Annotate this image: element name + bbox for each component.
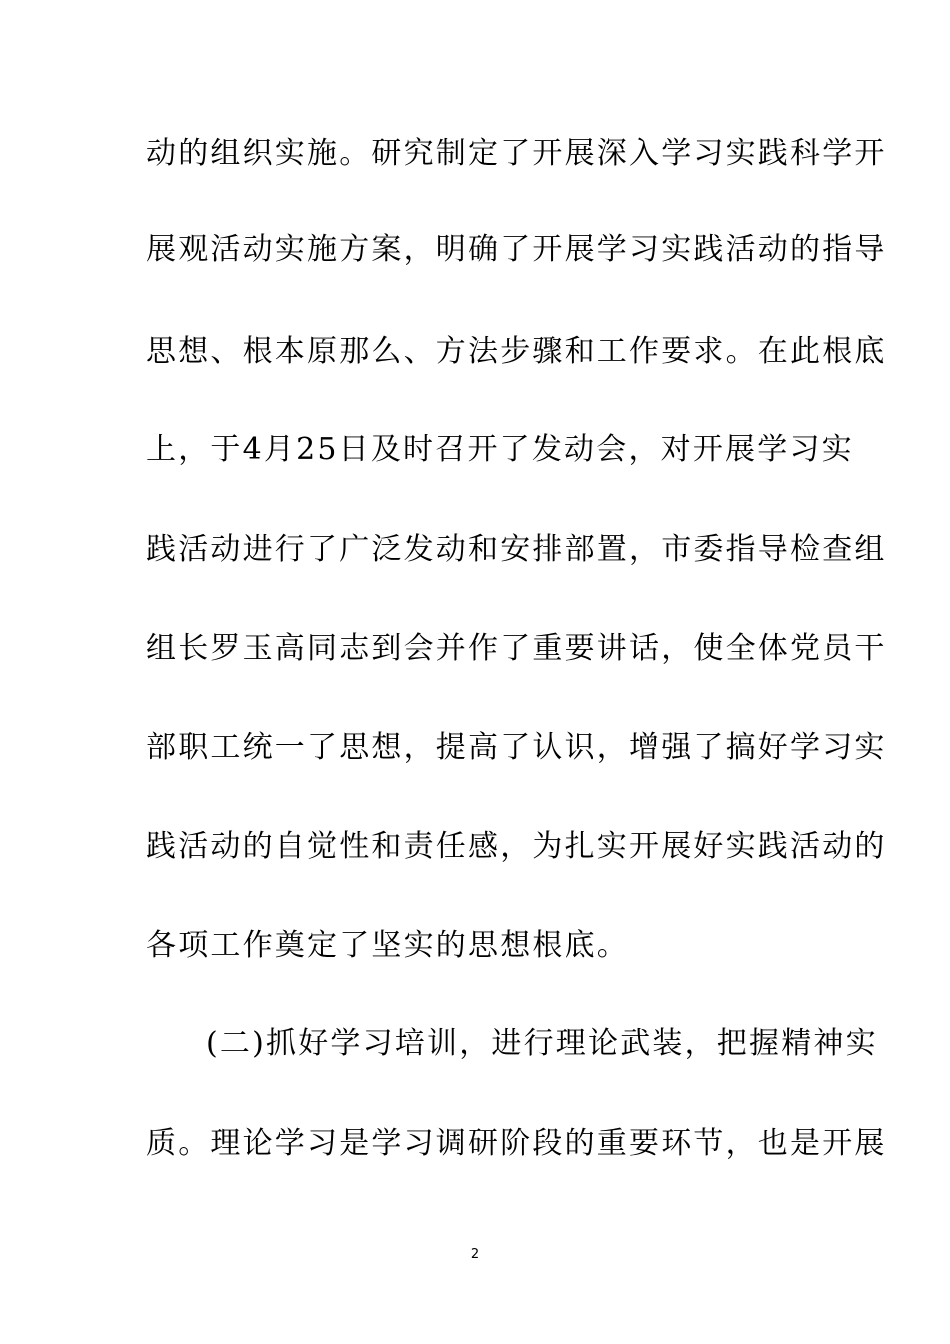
body-text-line: 践活动进行了广泛发动和安排部置，市委指导检查组 <box>146 532 887 567</box>
body-text-line: 践活动的自觉性和责任感，为扎实开展好实践活动的 <box>146 829 887 864</box>
body-text-line: 组长罗玉高同志到会并作了重要讲话，使全体党员干 <box>146 631 887 666</box>
body-text-line: 上，于4月25日及时召开了发动会，对开展学习实 <box>146 432 854 467</box>
section-heading-line: (二)抓好学习培训，进行理论武装，把握精神实 <box>206 1026 878 1061</box>
body-text-line: 部职工统一了思想，提高了认识，增强了搞好学习实 <box>146 730 887 765</box>
body-text-line: 思想、根本原那么、方法步骤和工作要求。在此根底 <box>146 334 887 369</box>
body-text-line: 展观活动实施方案，明确了开展学习实践活动的指导 <box>146 232 887 267</box>
body-text-line: 动的组织实施。研究制定了开展深入学习实践科学开 <box>146 136 887 171</box>
body-text-line: 各项工作奠定了坚实的思想根底。 <box>146 928 629 963</box>
body-text-line: 质。理论学习是学习调研阶段的重要环节，也是开展 <box>146 1126 887 1161</box>
page-number: 2 <box>470 1247 480 1262</box>
